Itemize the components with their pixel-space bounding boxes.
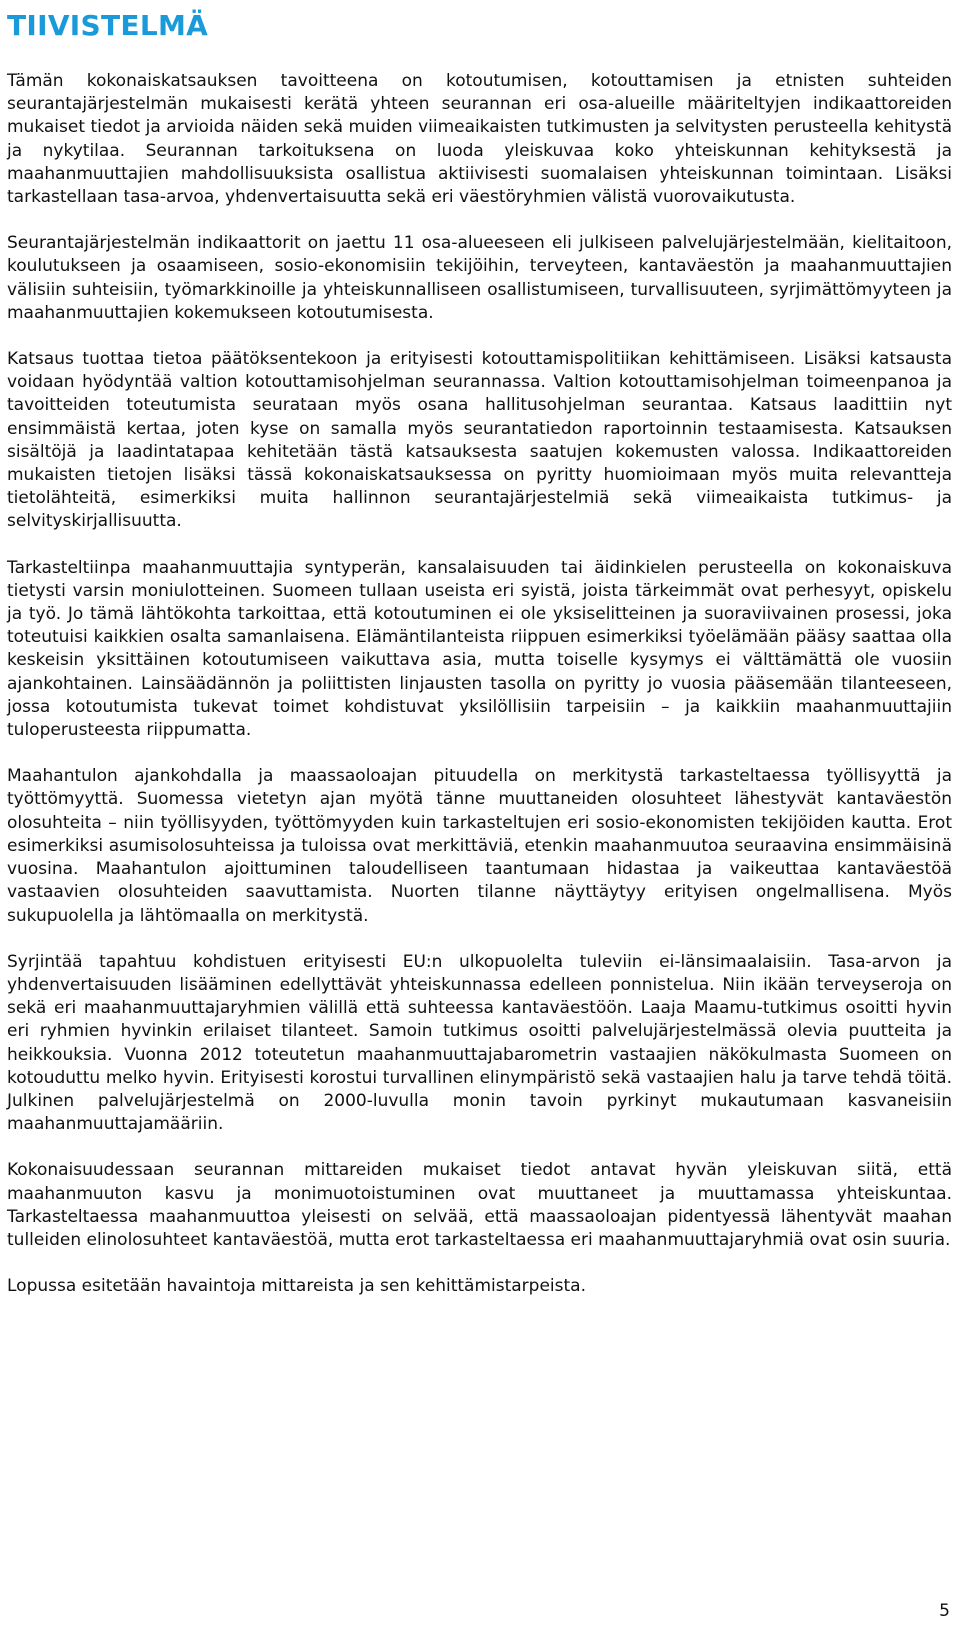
paragraph-1: Tämän kokonaiskatsauksen tavoitteena on kotoutumisen, kotouttamisen ja etnisten suhteiden seurantajärjestelmän mukaisesti kerätä yhteen seurannan eri osa-alueille määriteltyjen indikaattoreiden mukaiset tiedot ja arvioida näiden sekä muiden viimeaikaisten tutkimusten ja selvitysten perusteella kehitystä ja nykytilaa. Seurannan tarkoituksena on luoda yleiskuvaa koko yhteiskunnan kehityksestä ja maahanmuuttajien mahdollisuuksista osallistua aktiivisesti suomalaisen yhteiskunnan toimintaan. Lisäksi tarkastellaan tasa-arvoa, yhdenvertaisuutta sekä eri väestöryhmien välistä vuorovaikutusta. xyxy=(7,71,952,208)
document-page xyxy=(7,0,952,1298)
page-number: 5 xyxy=(939,1601,950,1621)
paragraph-2: Seurantajärjestelmän indikaattorit on jaettu 11 osa-alueeseen eli julkiseen palvelujärjestelmään, kielitaitoon, koulutukseen ja osaamiseen, sosio-ekonomisiin tekijöihin, terveyteen, kantaväestön ja maahanmuuttajien välisiin suhteisiin, työmarkkinoille ja yhteiskunnalliseen osallistumiseen, turvallisuuteen, syrjimättömyyteen ja maahanmuuttajien kokemukseen kotoutumisesta. xyxy=(7,233,952,323)
paragraph-7: Kokonaisuudessaan seurannan mittareiden mukaiset tiedot antavat hyvän yleiskuvan siitä, että maahanmuuton kasvu ja monimuotoistuminen ovat muuttaneet ja muuttamassa yhteiskuntaa. Tarkasteltaessa maahanmuuttoa yleisesti on selvää, että maassaoloajan pidentyessä lähentyvät maahan tulleiden elinolosuhteet kantaväestöä, mutta erot tarkasteltaessa eri maahanmuuttajaryhmiä ovat osin suuria. xyxy=(7,1160,952,1250)
paragraph-8: Lopussa esitetään havaintoja mittareista ja sen kehittämistarpeista. xyxy=(7,1276,586,1297)
paragraph-4: Tarkasteltiinpa maahanmuuttajia syntyperän, kansalaisuuden tai äidinkielen perusteella on kokonaiskuva tietysti varsin moniulotteinen. Suomeen tullaan useista eri syistä, joista tärkeimmät ovat perhesyyt, opiskelu ja työ. Jo tämä lähtökohta tarkoittaa, että kotoutuminen ei ole yksiselitteinen ja suoraviivainen prosessi, joka toteutuisi kaikkien osalta samanlaisena. Elämäntilanteista riippuen esimerkiksi työelämään pääsy saattaa olla keskeisin yksittäinen kotoutumiseen vaikuttava asia, mutta toiselle kysymys ei välttämättä ole vuosiin ajankohtainen. Lainsäädännön ja poliittisten linjausten tasolla on pyritty jo vuosia pääsemään tilanteeseen, jossa kotoutumista tukevat toimet kohdistuvat yksilöllisiin tarpeisiin – ja kaikkiin maahanmuuttajiin tuloperusteesta riippumatta. xyxy=(7,557,952,741)
section-heading: TIIVISTELMÄ xyxy=(7,9,209,42)
paragraph-5: Maahantulon ajankohdalla ja maassaoloajan pituudella on merkitystä tarkasteltaessa työllisyyttä ja työttömyyttä. Suomessa vietetyn ajan myötä tänne muuttaneiden olosuhteet lähestyvät kantaväestön olosuhteita – niin työllisyyden, työttömyyden kuin tarkasteltujen eri sosio-ekonomisten tekijöiden kautta. Erot esimerkiksi asumisolosuhteissa ja tuloissa ovat merkittäviä, etenkin maahanmuutoa seuraavina ensimmäisinä vuosina. Maahantulon ajoittuminen taloudelliseen taantumaan hidastaa ja vaikeuttaa kantaväestöä vastaavien olosuhteiden saavuttamista. Nuorten tilanne näyttäytyy erityisen ongelmallisena. Myös sukupuolella ja lähtömaalla on merkitystä. xyxy=(7,766,952,926)
paragraph-3: Katsaus tuottaa tietoa päätöksentekoon ja erityisesti kotouttamispolitiikan kehittämiseen. Lisäksi katsausta voidaan hyödyntää valtion kotouttamisohjelman seurannassa. Valtion kotouttamisohjelman toimeenpanoa ja tavoitteiden toteutumista seurataan myös osana hallitusohjelman seurantaa. Katsaus laadittiin nyt ensimmäistä kertaa, joten kyse on samalla myös seurantatiedon raportoinnin testaamisesta. Katsauksen sisältöjä ja laadintatapaa kehitetään tästä katsauksesta saatujen kokemusten valossa. Indikaattoreiden mukaisten tietojen lisäksi tässä kokonaiskatsauksessa on pyritty huomioimaan myös muita relevantteja tietolähteitä, esimerkiksi muita hallinnon seurantajärjestelmiä sekä viimeaikaista tutkimus- ja selvityskirjallisuutta. xyxy=(7,349,952,532)
paragraph-6: Syrjintää tapahtuu kohdistuen erityisesti EU:n ulkopuolelta tuleviin ei-länsimaalaisiin. Tasa-arvon ja yhdenvertaisuuden lisääminen edellyttävät yhteiskunnassa edelleen ponnistelua. Niin ikään terveyseroja on sekä eri maahanmuuttajaryhmien välillä että suhteessa kantaväestöön. Laaja Maamu-tutkimus osoitti hyvin eri ryhmien hyvinkin erilaiset tilanteet. Samoin tutkimus osoitti palvelujärjestelmässä olevia puutteita ja heikkouksia. Vuonna 2012 toteutetun maahanmuuttajabarometrin vastaajien näkökulmasta Suomeen on kotouduttu melko hyvin. Erityisesti korostui turvallinen elinympäristö sekä vastaajien halu ja tarve tehdä töitä. Julkinen palvelujärjestelmä on 2000-luvulla monin tavoin pyrkinyt mukautumaan kasvaneisiin maahanmuuttajamääriin. xyxy=(7,951,952,1135)
